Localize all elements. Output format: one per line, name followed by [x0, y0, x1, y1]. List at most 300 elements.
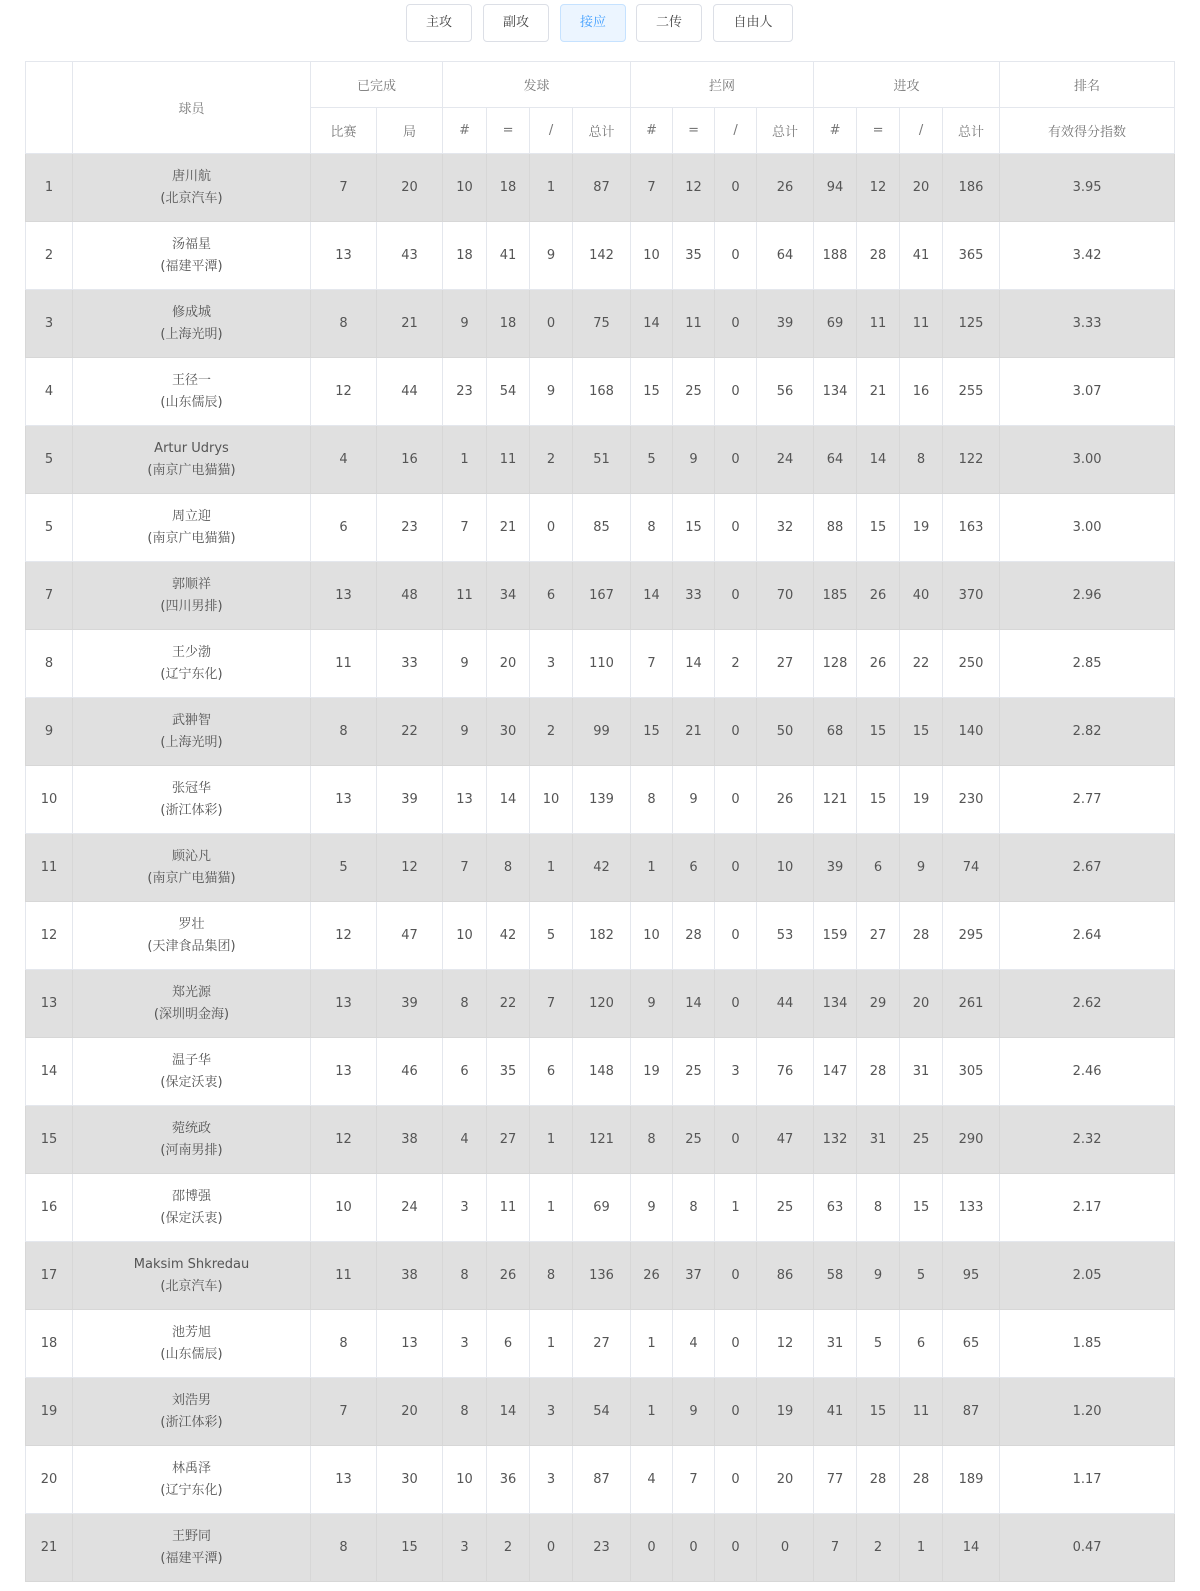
- block-eq-cell: 8: [673, 1174, 715, 1242]
- effective-index-cell: 1.20: [1000, 1378, 1175, 1446]
- serve-total-cell: 42: [573, 834, 631, 902]
- serve-group-header: 发球: [443, 62, 631, 108]
- block-hash-cell: 4: [631, 1446, 673, 1514]
- rank-cell: 5: [26, 494, 73, 562]
- attack-slash-cell: 11: [900, 290, 943, 358]
- block-hash-header: #: [631, 108, 673, 154]
- serve-slash-cell: 8: [530, 1242, 573, 1310]
- player-team: (保定沃衷): [160, 1210, 223, 1226]
- serve-hash-cell: 10: [443, 902, 487, 970]
- block-slash-cell: 0: [715, 494, 757, 562]
- serve-eq-cell: 41: [487, 222, 530, 290]
- attack-hash-cell: 39: [814, 834, 857, 902]
- attack-eq-cell: 8: [857, 1174, 900, 1242]
- matches-cell: 8: [311, 1310, 377, 1378]
- serve-slash-cell: 1: [530, 834, 573, 902]
- player-team: (北京汽车): [160, 190, 223, 206]
- attack-total-cell: 290: [943, 1106, 1000, 1174]
- serve-slash-cell: 5: [530, 902, 573, 970]
- player-name[interactable]: 菀统政: [171, 1120, 211, 1136]
- serve-total-cell: 139: [573, 766, 631, 834]
- matches-cell: 10: [311, 1174, 377, 1242]
- sets-cell: 24: [377, 1174, 443, 1242]
- serve-total-cell: 110: [573, 630, 631, 698]
- player-cell: [73, 902, 311, 970]
- attack-slash-cell: 15: [900, 698, 943, 766]
- effective-index-cell: 2.46: [1000, 1038, 1175, 1106]
- matches-cell: 8: [311, 698, 377, 766]
- table-row[interactable]: [26, 562, 1175, 630]
- player-name[interactable]: Maksim Shkredau: [133, 1256, 250, 1272]
- block-eq-cell: 11: [673, 290, 715, 358]
- rank-number-header: [26, 62, 73, 154]
- attack-slash-cell: 8: [900, 426, 943, 494]
- attack-slash-cell: 9: [900, 834, 943, 902]
- block-slash-header: /: [715, 108, 757, 154]
- table-row[interactable]: [26, 426, 1175, 494]
- player-cell: [73, 494, 311, 562]
- sets-cell: 33: [377, 630, 443, 698]
- player-name[interactable]: 罗壮: [178, 916, 205, 932]
- player-cell: [73, 426, 311, 494]
- block-eq-cell: 21: [673, 698, 715, 766]
- matches-cell: 13: [311, 562, 377, 630]
- player-stats-table: [25, 61, 1175, 1582]
- player-team: (南京广电猫猫): [147, 530, 236, 546]
- block-total-cell: 39: [757, 290, 814, 358]
- attack-slash-cell: 16: [900, 358, 943, 426]
- table-body: [26, 154, 1175, 1582]
- serve-total-cell: 23: [573, 1514, 631, 1582]
- serve-hash-cell: 13: [443, 766, 487, 834]
- block-hash-cell: 15: [631, 698, 673, 766]
- block-eq-cell: 25: [673, 358, 715, 426]
- player-cell: [73, 1446, 311, 1514]
- effective-index-cell: 2.82: [1000, 698, 1175, 766]
- tab-opposite[interactable]: 接应: [560, 4, 626, 42]
- serve-hash-cell: 7: [443, 494, 487, 562]
- player-name[interactable]: 唐川航: [171, 168, 211, 184]
- serve-eq-cell: 34: [487, 562, 530, 630]
- effective-index-cell: 2.05: [1000, 1242, 1175, 1310]
- player-team: (上海光明): [160, 326, 223, 342]
- attack-hash-cell: 121: [814, 766, 857, 834]
- matches-cell: 13: [311, 970, 377, 1038]
- attack-hash-cell: 77: [814, 1446, 857, 1514]
- serve-slash-cell: 3: [530, 630, 573, 698]
- player-name[interactable]: 刘浩男: [171, 1392, 211, 1408]
- serve-slash-cell: 0: [530, 1514, 573, 1582]
- player-team: (北京汽车): [160, 1278, 223, 1294]
- player-team: (浙江体彩): [160, 1414, 223, 1430]
- block-eq-cell: 37: [673, 1242, 715, 1310]
- tab-middle-blocker[interactable]: 副攻: [483, 4, 549, 42]
- block-total-cell: 20: [757, 1446, 814, 1514]
- serve-hash-cell: 18: [443, 222, 487, 290]
- player-name[interactable]: 池芳旭: [171, 1324, 211, 1340]
- rank-cell: 12: [26, 902, 73, 970]
- attack-total-cell: 305: [943, 1038, 1000, 1106]
- table-row[interactable]: [26, 1174, 1175, 1242]
- block-eq-header: =: [673, 108, 715, 154]
- player-team: (辽宁东化): [160, 1482, 223, 1498]
- serve-slash-cell: 2: [530, 698, 573, 766]
- attack-eq-cell: 11: [857, 290, 900, 358]
- serve-hash-cell: 3: [443, 1310, 487, 1378]
- attack-hash-cell: 64: [814, 426, 857, 494]
- serve-hash-cell: 11: [443, 562, 487, 630]
- serve-slash-cell: 0: [530, 290, 573, 358]
- sets-cell: 23: [377, 494, 443, 562]
- player-name[interactable]: 周立迎: [171, 508, 211, 524]
- serve-total-cell: 136: [573, 1242, 631, 1310]
- sets-cell: 15: [377, 1514, 443, 1582]
- serve-eq-cell: 8: [487, 834, 530, 902]
- attack-slash-cell: 22: [900, 630, 943, 698]
- effective-index-cell: 1.17: [1000, 1446, 1175, 1514]
- block-total-cell: 24: [757, 426, 814, 494]
- serve-total-cell: 87: [573, 154, 631, 222]
- table-row[interactable]: [26, 630, 1175, 698]
- attack-total-cell: 140: [943, 698, 1000, 766]
- table-row[interactable]: [26, 1514, 1175, 1582]
- block-hash-cell: 9: [631, 970, 673, 1038]
- block-eq-cell: 35: [673, 222, 715, 290]
- block-slash-cell: 0: [715, 358, 757, 426]
- block-slash-cell: 0: [715, 562, 757, 630]
- table-row[interactable]: [26, 494, 1175, 562]
- player-team: (保定沃衷): [160, 1074, 223, 1090]
- serve-eq-header: =: [487, 108, 530, 154]
- block-total-cell: 26: [757, 766, 814, 834]
- attack-hash-cell: 69: [814, 290, 857, 358]
- serve-eq-cell: 11: [487, 426, 530, 494]
- sets-cell: 16: [377, 426, 443, 494]
- effective-index-cell: 0.47: [1000, 1514, 1175, 1582]
- table-row[interactable]: [26, 358, 1175, 426]
- block-total-cell: 25: [757, 1174, 814, 1242]
- serve-hash-cell: 10: [443, 154, 487, 222]
- block-hash-cell: 15: [631, 358, 673, 426]
- attack-hash-cell: 128: [814, 630, 857, 698]
- player-cell: [73, 970, 311, 1038]
- block-hash-cell: 8: [631, 1106, 673, 1174]
- player-name[interactable]: 郭顺祥: [171, 576, 211, 592]
- player-name[interactable]: 郑光源: [171, 984, 211, 1000]
- player-name[interactable]: 王径一: [171, 372, 211, 388]
- attack-hash-header: #: [814, 108, 857, 154]
- attack-total-cell: 186: [943, 154, 1000, 222]
- block-slash-cell: 0: [715, 766, 757, 834]
- player-name[interactable]: 汤福星: [171, 236, 211, 252]
- matches-cell: 12: [311, 358, 377, 426]
- attack-slash-cell: 1: [900, 1514, 943, 1582]
- effective-index-cell: 2.32: [1000, 1106, 1175, 1174]
- serve-slash-cell: 1: [530, 1310, 573, 1378]
- table-row[interactable]: [26, 766, 1175, 834]
- table-row[interactable]: [26, 1038, 1175, 1106]
- attack-eq-cell: 15: [857, 1378, 900, 1446]
- serve-hash-cell: 9: [443, 290, 487, 358]
- serve-eq-cell: 11: [487, 1174, 530, 1242]
- serve-total-cell: 121: [573, 1106, 631, 1174]
- player-cell: [73, 766, 311, 834]
- serve-total-cell: 85: [573, 494, 631, 562]
- rank-cell: 16: [26, 1174, 73, 1242]
- attack-hash-cell: 185: [814, 562, 857, 630]
- block-slash-cell: 0: [715, 222, 757, 290]
- serve-total-cell: 54: [573, 1378, 631, 1446]
- block-slash-cell: 0: [715, 834, 757, 902]
- player-cell: [73, 1106, 311, 1174]
- player-cell: [73, 698, 311, 766]
- attack-eq-cell: 5: [857, 1310, 900, 1378]
- attack-total-cell: 65: [943, 1310, 1000, 1378]
- attack-eq-cell: 12: [857, 154, 900, 222]
- attack-slash-cell: 6: [900, 1310, 943, 1378]
- serve-eq-cell: 2: [487, 1514, 530, 1582]
- rank-cell: 7: [26, 562, 73, 630]
- tab-libero[interactable]: 自由人: [713, 4, 793, 42]
- serve-total-cell: 51: [573, 426, 631, 494]
- block-total-cell: 19: [757, 1378, 814, 1446]
- matches-cell: 7: [311, 1378, 377, 1446]
- table-row[interactable]: [26, 1446, 1175, 1514]
- block-eq-cell: 15: [673, 494, 715, 562]
- player-team: (深圳明金海): [153, 1006, 230, 1022]
- block-eq-cell: 25: [673, 1038, 715, 1106]
- block-slash-cell: 3: [715, 1038, 757, 1106]
- block-hash-cell: 8: [631, 494, 673, 562]
- block-total-cell: 70: [757, 562, 814, 630]
- matches-cell: 13: [311, 1446, 377, 1514]
- player-name[interactable]: 修成城: [171, 304, 211, 320]
- attack-eq-header: =: [857, 108, 900, 154]
- rank-cell: 19: [26, 1378, 73, 1446]
- player-name[interactable]: 王野同: [171, 1528, 211, 1544]
- player-cell: [73, 1378, 311, 1446]
- effective-index-cell: 2.85: [1000, 630, 1175, 698]
- serve-hash-cell: 1: [443, 426, 487, 494]
- sets-cell: 39: [377, 970, 443, 1038]
- table-row[interactable]: [26, 154, 1175, 222]
- serve-eq-cell: 54: [487, 358, 530, 426]
- position-tabs: [0, 4, 1200, 42]
- serve-hash-cell: 8: [443, 1378, 487, 1446]
- attack-group-header: 进攻: [814, 62, 1000, 108]
- serve-hash-cell: 9: [443, 698, 487, 766]
- rank-cell: 10: [26, 766, 73, 834]
- sets-cell: 30: [377, 1446, 443, 1514]
- serve-slash-cell: 6: [530, 1038, 573, 1106]
- sets-cell: 39: [377, 766, 443, 834]
- matches-header: 比赛: [311, 108, 377, 154]
- attack-slash-cell: 31: [900, 1038, 943, 1106]
- block-total-cell: 44: [757, 970, 814, 1038]
- block-total-cell: 47: [757, 1106, 814, 1174]
- block-slash-cell: 0: [715, 1242, 757, 1310]
- player-cell: [73, 1310, 311, 1378]
- block-total-cell: 56: [757, 358, 814, 426]
- attack-total-cell: 163: [943, 494, 1000, 562]
- player-name[interactable]: Artur Udrys: [154, 440, 229, 456]
- player-name[interactable]: 邵博强: [171, 1188, 211, 1204]
- player-team: (河南男排): [160, 1142, 223, 1158]
- serve-slash-cell: 3: [530, 1446, 573, 1514]
- block-eq-cell: 7: [673, 1446, 715, 1514]
- attack-hash-cell: 159: [814, 902, 857, 970]
- effective-index-cell: 2.64: [1000, 902, 1175, 970]
- matches-cell: 12: [311, 1106, 377, 1174]
- tab-setter[interactable]: 二传: [636, 4, 702, 42]
- block-eq-cell: 9: [673, 766, 715, 834]
- serve-slash-cell: 9: [530, 358, 573, 426]
- player-name[interactable]: 林禹泽: [171, 1460, 211, 1476]
- table-row[interactable]: [26, 1242, 1175, 1310]
- block-total-cell: 12: [757, 1310, 814, 1378]
- serve-eq-cell: 35: [487, 1038, 530, 1106]
- block-hash-cell: 0: [631, 1514, 673, 1582]
- matches-cell: 6: [311, 494, 377, 562]
- attack-total-cell: 250: [943, 630, 1000, 698]
- block-eq-cell: 4: [673, 1310, 715, 1378]
- attack-slash-cell: 5: [900, 1242, 943, 1310]
- sets-cell: 13: [377, 1310, 443, 1378]
- table-row[interactable]: [26, 222, 1175, 290]
- rank-cell: 20: [26, 1446, 73, 1514]
- matches-cell: 11: [311, 630, 377, 698]
- table-row[interactable]: [26, 902, 1175, 970]
- attack-slash-cell: 20: [900, 154, 943, 222]
- rank-cell: 14: [26, 1038, 73, 1106]
- player-team: (山东儒辰): [160, 394, 223, 410]
- attack-hash-cell: 132: [814, 1106, 857, 1174]
- sets-cell: 44: [377, 358, 443, 426]
- rank-cell: 9: [26, 698, 73, 766]
- table-row[interactable]: [26, 1106, 1175, 1174]
- player-team: (四川男排): [160, 598, 223, 614]
- table-row[interactable]: [26, 1310, 1175, 1378]
- rank-cell: 1: [26, 154, 73, 222]
- serve-slash-cell: 2: [530, 426, 573, 494]
- attack-slash-cell: 28: [900, 1446, 943, 1514]
- serve-total-cell: 99: [573, 698, 631, 766]
- effective-index-cell: 3.07: [1000, 358, 1175, 426]
- player-cell: [73, 290, 311, 358]
- sets-cell: 20: [377, 1378, 443, 1446]
- serve-eq-cell: 30: [487, 698, 530, 766]
- block-hash-cell: 9: [631, 1174, 673, 1242]
- attack-hash-cell: 68: [814, 698, 857, 766]
- attack-eq-cell: 15: [857, 494, 900, 562]
- attack-total-cell: 189: [943, 1446, 1000, 1514]
- player-name[interactable]: 温子华: [171, 1052, 211, 1068]
- serve-total-cell: 27: [573, 1310, 631, 1378]
- attack-hash-cell: 41: [814, 1378, 857, 1446]
- attack-total-cell: 365: [943, 222, 1000, 290]
- serve-hash-cell: 23: [443, 358, 487, 426]
- attack-total-cell: 87: [943, 1378, 1000, 1446]
- effective-index-cell: 3.95: [1000, 154, 1175, 222]
- attack-slash-cell: 19: [900, 494, 943, 562]
- attack-eq-cell: 9: [857, 1242, 900, 1310]
- attack-slash-header: /: [900, 108, 943, 154]
- attack-eq-cell: 27: [857, 902, 900, 970]
- player-team: (山东儒辰): [160, 1346, 223, 1362]
- matches-cell: 13: [311, 1038, 377, 1106]
- table-row[interactable]: [26, 698, 1175, 766]
- table-row[interactable]: [26, 290, 1175, 358]
- tab-outside-hitter[interactable]: 主攻: [406, 4, 472, 42]
- block-eq-cell: 28: [673, 902, 715, 970]
- block-hash-cell: 5: [631, 426, 673, 494]
- rank-cell: 5: [26, 426, 73, 494]
- attack-total-cell: 255: [943, 358, 1000, 426]
- serve-eq-cell: 42: [487, 902, 530, 970]
- matches-cell: 8: [311, 290, 377, 358]
- serve-total-cell: 142: [573, 222, 631, 290]
- attack-slash-cell: 20: [900, 970, 943, 1038]
- matches-cell: 4: [311, 426, 377, 494]
- block-slash-cell: 2: [715, 630, 757, 698]
- attack-slash-cell: 40: [900, 562, 943, 630]
- matches-cell: 8: [311, 1514, 377, 1582]
- block-hash-cell: 10: [631, 222, 673, 290]
- player-team: (辽宁东化): [160, 666, 223, 682]
- attack-hash-cell: 94: [814, 154, 857, 222]
- effective-index-cell: 2.67: [1000, 834, 1175, 902]
- player-name[interactable]: 张冠华: [171, 780, 211, 796]
- block-eq-cell: 0: [673, 1514, 715, 1582]
- serve-eq-cell: 14: [487, 1378, 530, 1446]
- table-row[interactable]: [26, 1378, 1175, 1446]
- player-name[interactable]: 顾沁凡: [171, 848, 211, 864]
- block-total-cell: 10: [757, 834, 814, 902]
- attack-hash-cell: 58: [814, 1242, 857, 1310]
- serve-total-cell: 168: [573, 358, 631, 426]
- serve-slash-cell: 3: [530, 1378, 573, 1446]
- player-name[interactable]: 王少渤: [171, 644, 211, 660]
- effective-index-cell: 3.42: [1000, 222, 1175, 290]
- attack-slash-cell: 25: [900, 1106, 943, 1174]
- attack-total-header: 总计: [943, 108, 1000, 154]
- serve-slash-cell: 6: [530, 562, 573, 630]
- block-hash-cell: 14: [631, 290, 673, 358]
- matches-cell: 13: [311, 766, 377, 834]
- matches-cell: 12: [311, 902, 377, 970]
- effective-index-header: 有效得分指数: [1000, 108, 1175, 154]
- serve-slash-cell: 10: [530, 766, 573, 834]
- player-team: (福建平潭): [160, 258, 223, 274]
- player-cell: [73, 1038, 311, 1106]
- player-cell: [73, 154, 311, 222]
- player-name[interactable]: 武翀智: [171, 712, 211, 728]
- sets-cell: 46: [377, 1038, 443, 1106]
- attack-total-cell: 230: [943, 766, 1000, 834]
- block-hash-cell: 7: [631, 630, 673, 698]
- serve-eq-cell: 6: [487, 1310, 530, 1378]
- table-row[interactable]: [26, 970, 1175, 1038]
- table-row[interactable]: [26, 834, 1175, 902]
- block-total-cell: 53: [757, 902, 814, 970]
- player-cell: [73, 630, 311, 698]
- block-hash-cell: 8: [631, 766, 673, 834]
- serve-eq-cell: 26: [487, 1242, 530, 1310]
- block-hash-cell: 1: [631, 834, 673, 902]
- block-eq-cell: 14: [673, 630, 715, 698]
- block-hash-cell: 1: [631, 1310, 673, 1378]
- player-team: (南京广电猫猫): [147, 870, 236, 886]
